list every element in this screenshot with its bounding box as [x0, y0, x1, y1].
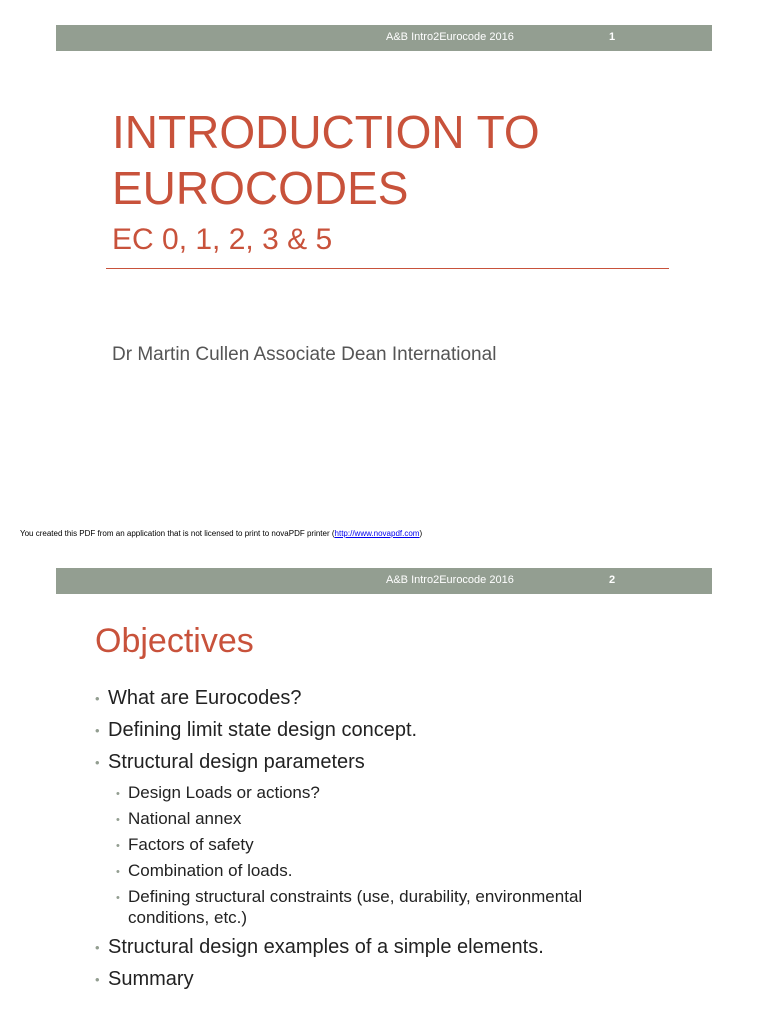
novapdf-link[interactable]: http://www.novapdf.com	[334, 529, 420, 538]
objective-item: • Summary	[108, 968, 194, 991]
objective-sub-item: • Defining structural constraints (use, durability, environmental conditions, etc.)	[128, 886, 628, 928]
slide2-page-number: 2	[609, 574, 616, 586]
objective-item: • What are Eurocodes?	[108, 687, 301, 710]
slide1-subtitle: EC 0, 1, 2, 3 & 5	[112, 223, 333, 256]
objective-item: • Structural design examples of a simple elements.	[108, 936, 544, 959]
notice-text-end: )	[419, 529, 423, 538]
novapdf-notice	[20, 529, 422, 538]
slide1-title	[112, 104, 540, 216]
slide2-header-title: A&B Intro2Eurocode 2016	[386, 574, 514, 586]
objective-sub-item: • Combination of loads.	[128, 860, 292, 881]
objective-item: • Defining limit state design concept.	[108, 719, 417, 742]
slide1-title-line2: EUROCODES	[112, 162, 409, 214]
slide1-page-number: 1	[609, 31, 616, 43]
notice-text: You created this PDF from an application that is not licensed to print to novaPDF printer (	[20, 529, 335, 538]
slide1-header-bar	[56, 25, 712, 51]
objective-sub-item: • Design Loads or actions?	[128, 782, 320, 803]
slide1-author: Dr Martin Cullen Associate Dean International	[112, 344, 497, 365]
objective-sub-item: • National annex	[128, 808, 241, 829]
slide1-header-title: A&B Intro2Eurocode 2016	[386, 31, 514, 43]
slide2-header-bar	[56, 568, 712, 594]
objective-item: • Structural design parameters	[108, 751, 365, 774]
slide1-title-line1: INTRODUCTION TO	[112, 106, 540, 158]
slide1-divider	[106, 268, 669, 269]
objective-sub-item: • Factors of safety	[128, 834, 254, 855]
slide2-title: Objectives	[95, 622, 254, 660]
